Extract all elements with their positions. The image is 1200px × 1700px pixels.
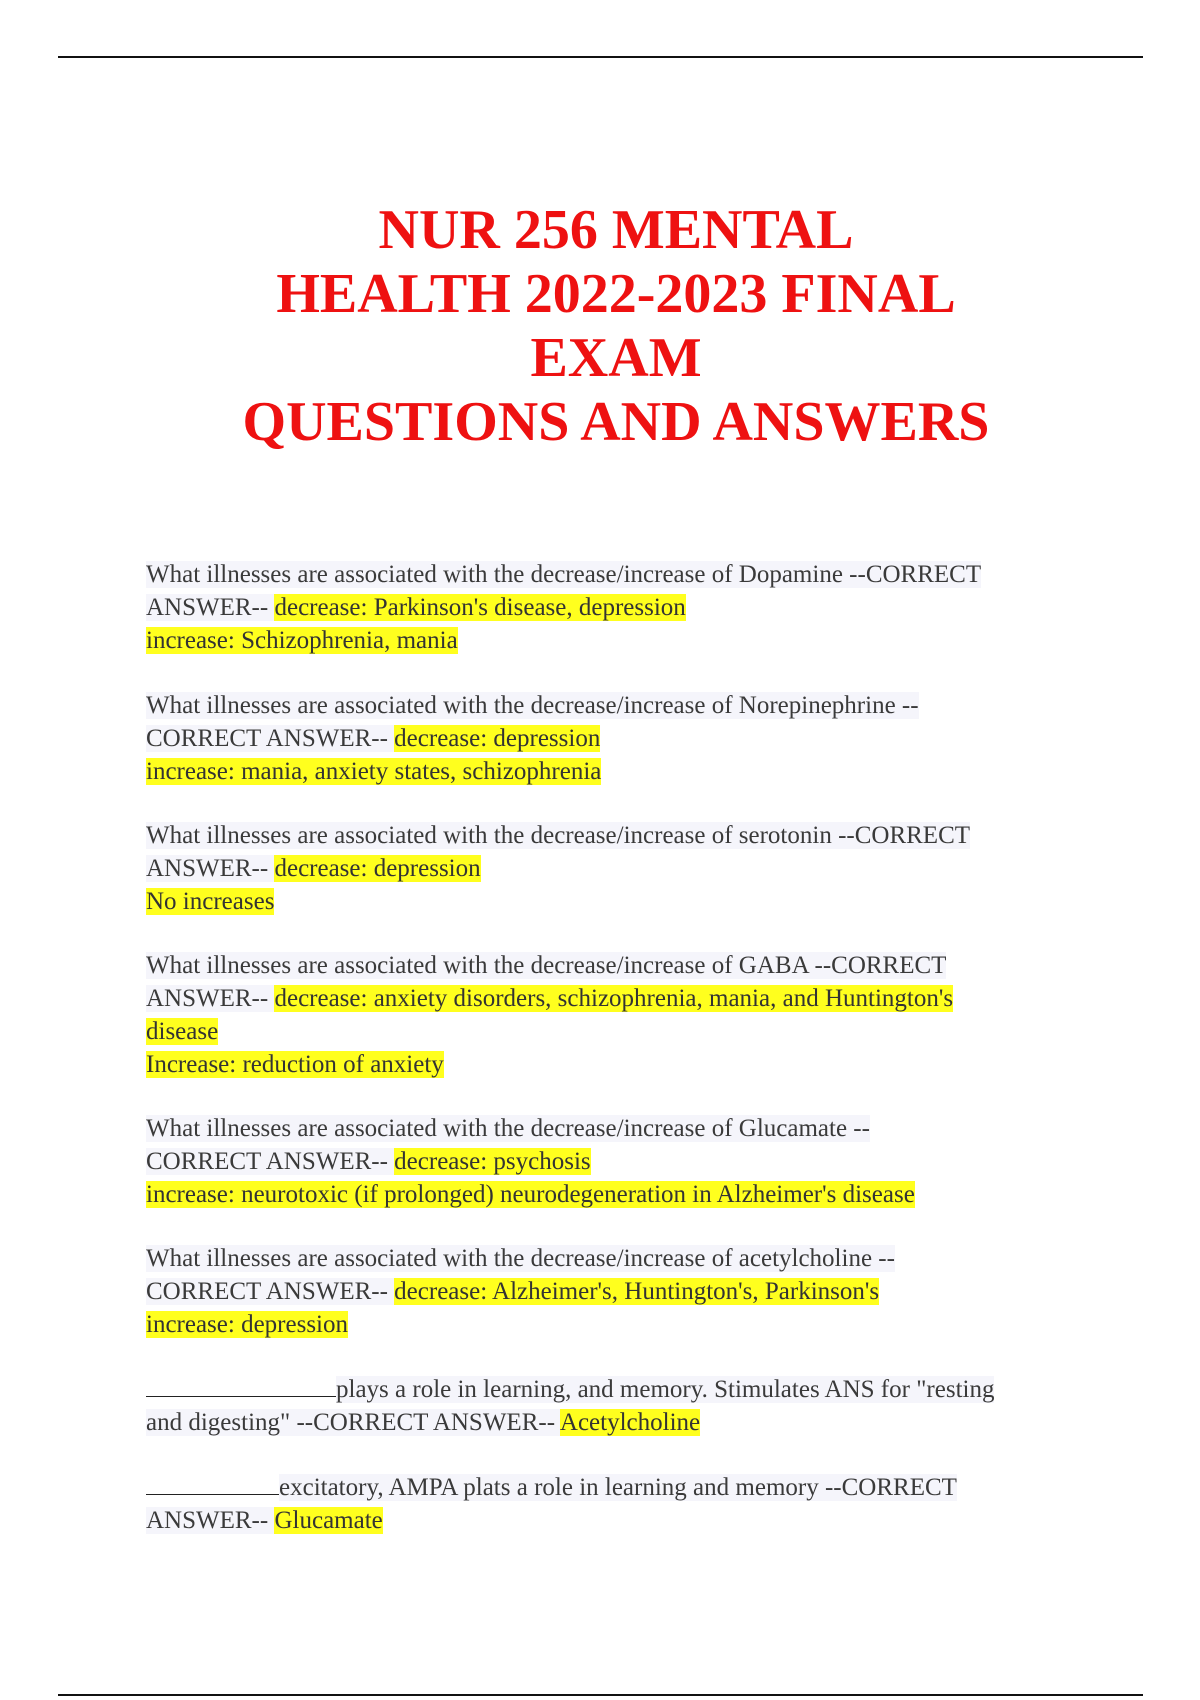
fill-in-blank — [146, 1470, 279, 1495]
question-text: ANSWER-- — [146, 1507, 275, 1534]
answer-highlight: decrease: Alzheimer's, Huntington's, Parkinson's — [394, 1278, 880, 1305]
qa-item-serotonin — [146, 819, 1096, 918]
question-text: What illnesses are associated with the decrease/increase of GABA --CORRECT — [146, 952, 947, 979]
qa-item-fill-in-1 — [146, 1372, 1096, 1439]
answer-highlight: decrease: Parkinson's disease, depression — [274, 594, 686, 621]
answer-highlight: Acetylcholine — [559, 1409, 701, 1436]
document-title — [0, 198, 1200, 454]
title-line: HEALTH 2022-2023 FINAL — [276, 263, 956, 325]
fill-in-blank — [146, 1372, 336, 1397]
question-text: CORRECT ANSWER-- — [146, 725, 395, 752]
question-text: and digesting" --CORRECT ANSWER-- — [146, 1409, 560, 1436]
qa-item-norepinephrine — [146, 689, 1096, 788]
question-text: What illnesses are associated with the decrease/increase of acetylcholine -- — [146, 1245, 895, 1272]
top-rule — [58, 56, 1143, 58]
question-text: What illnesses are associated with the decrease/increase of serotonin --CORRECT — [146, 822, 971, 849]
question-text: CORRECT ANSWER-- — [146, 1278, 395, 1305]
question-text: What illnesses are associated with the decrease/increase of Glucamate -- — [146, 1115, 870, 1142]
qa-item-gaba — [146, 949, 1096, 1081]
question-text: ANSWER-- — [146, 985, 275, 1012]
question-text: What illnesses are associated with the decrease/increase of Norepinephrine -- — [146, 692, 919, 719]
qa-item-fill-in-2 — [146, 1470, 1096, 1537]
answer-highlight: decrease: anxiety disorders, schizophrenia, mania, and Huntington's — [274, 985, 954, 1012]
answer-highlight: increase: neurotoxic (if prolonged) neurodegeneration in Alzheimer's disease — [146, 1181, 915, 1208]
answer-highlight: No increases — [146, 888, 275, 915]
question-text: ANSWER-- — [146, 594, 275, 621]
answer-highlight: increase: mania, anxiety states, schizophrenia — [146, 758, 602, 785]
answer-highlight: decrease: depression — [394, 725, 601, 752]
question-text: CORRECT ANSWER-- — [146, 1148, 395, 1175]
bottom-rule — [58, 1694, 1143, 1696]
answer-highlight: Glucamate — [274, 1507, 383, 1534]
qa-item-acetylcholine — [146, 1242, 1096, 1341]
question-text: plays a role in learning, and memory. Stimulates ANS for "resting — [336, 1376, 995, 1403]
answer-highlight: Increase: reduction of anxiety — [146, 1051, 444, 1078]
title-line: QUESTIONS AND ANSWERS — [242, 391, 990, 453]
question-text: ANSWER-- — [146, 855, 275, 882]
answer-highlight: increase: depression — [146, 1311, 349, 1338]
title-line: EXAM — [530, 327, 702, 389]
qa-item-dopamine — [146, 558, 1096, 657]
qa-item-glucamate — [146, 1112, 1096, 1211]
title-line: NUR 256 MENTAL — [378, 199, 854, 261]
answer-highlight: increase: Schizophrenia, mania — [146, 627, 458, 654]
answer-highlight: decrease: psychosis — [394, 1148, 591, 1175]
question-text: excitatory, AMPA plats a role in learning and memory --CORRECT — [279, 1474, 957, 1501]
answer-highlight: disease — [146, 1018, 219, 1045]
answer-highlight: decrease: depression — [274, 855, 481, 882]
question-text: What illnesses are associated with the decrease/increase of Dopamine --CORRECT — [146, 561, 982, 588]
